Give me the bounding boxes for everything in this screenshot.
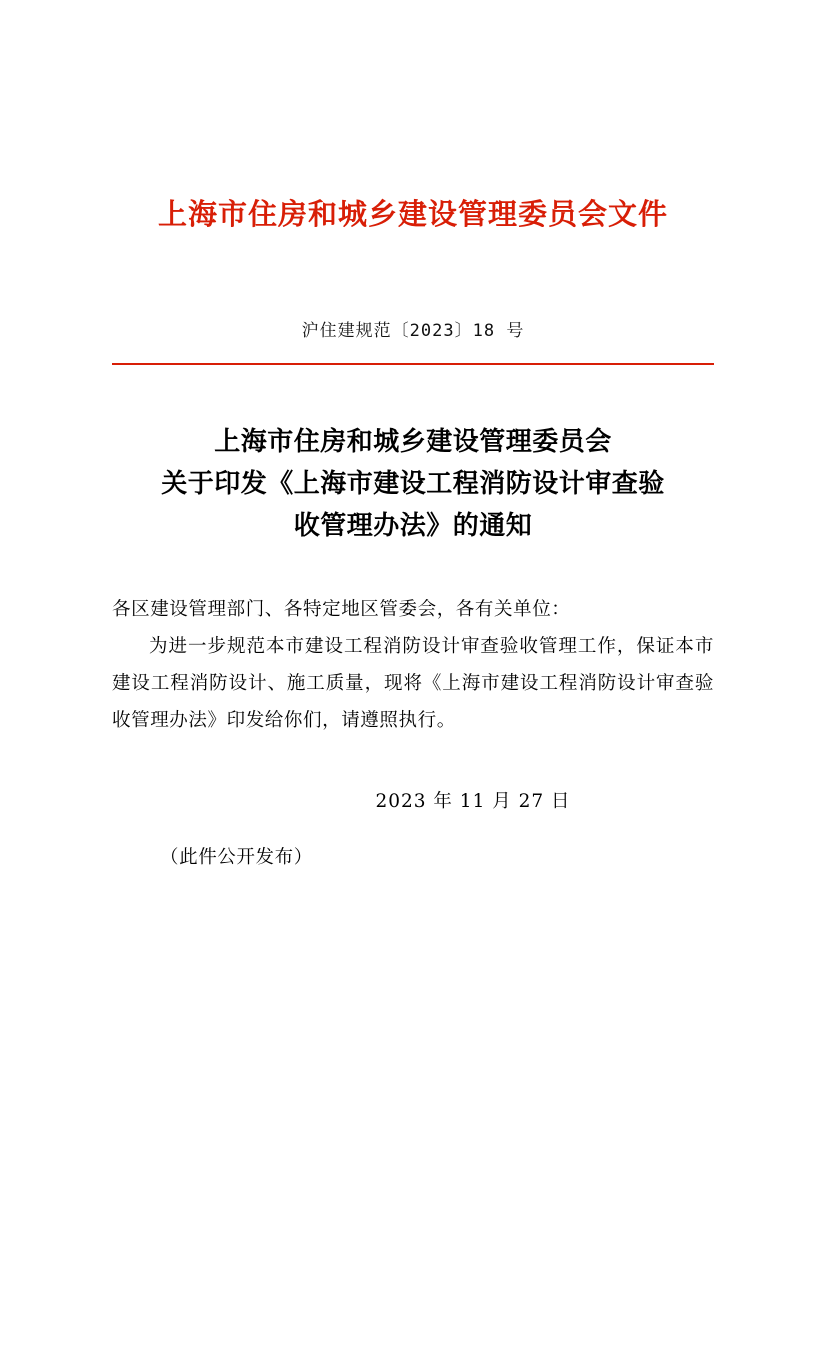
release-note: （此件公开发布） [160,847,313,869]
salutation-line: 各区建设管理部门、各特定地区管委会，各有关单位： [112,599,571,621]
issue-date: 2023 年 11 月 27 日 [375,791,571,813]
notice-title-line-1: 上海市住房和城乡建设管理委员会 [214,426,612,457]
notice-title [112,421,714,547]
notice-title-line-3: 收管理办法》的通知 [293,510,533,541]
document-header-title: 上海市住房和城乡建设管理委员会文件 [157,197,668,231]
document-page [0,196,826,1365]
red-divider-rule [112,363,714,365]
notice-title-line-2: 关于印发《上海市建设工程消防设计审查验 [161,468,665,499]
body-paragraph: 为进一步规范本市建设工程消防设计审查验收管理工作，保证本市建设工程消防设计、施工质量，现将《上海市建设工程消防设计审查验收管理办法》印发给你们，请遵照执行。 [112,636,714,732]
document-number: 沪住建规范〔2023〕18 号 [301,320,525,341]
notice-body [112,591,714,739]
